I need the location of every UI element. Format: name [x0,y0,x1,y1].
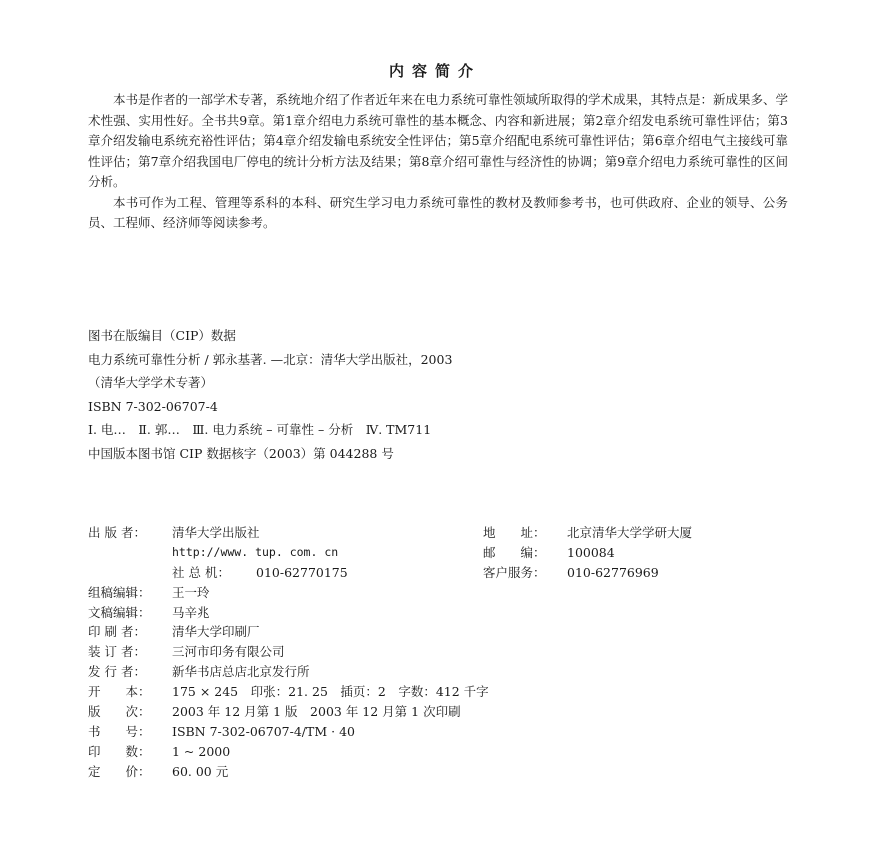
editor-value: 王一玲 [172,584,210,600]
distributor-row [88,662,808,682]
summary-paragraph: 本书可作为工程、管理等系科的本科、研究生学习电力系统可靠性的教材及教师参考书，也可供政府、企业的领导、公务员、工程师、经济师等阅读参考。 [88,194,788,230]
field-label: 开 本： [88,684,151,700]
cip-isbn: ISBN 7-302-06707-4 [88,398,218,414]
address-value: 北京清华大学学研大厦 [567,525,693,540]
field-label: 印 数： [88,743,151,759]
format-value: 175 × 245 印张：21. 25 插页：2 字数：412 千字 [172,684,489,700]
book-number-row [88,722,808,742]
edition-value: 2003 年 12 月第 1 版 2003 年 12 月第 1 次印刷 [172,704,461,720]
switchboard-value: 010-62770175 [256,564,348,580]
service-value: 010-62776969 [567,564,659,580]
printer-row [88,622,808,642]
field-label: 邮 编： [483,544,546,560]
field-label: 装 订 者： [88,644,146,660]
field-label: 印 刷 者： [88,624,146,640]
postcode-value: 100084 [567,544,615,560]
cip-section [88,324,788,465]
summary-section [88,90,788,234]
book-number-value: ISBN 7-302-06707-4/TM · 40 [172,723,355,739]
publisher-value: 清华大学出版社 [172,525,260,540]
website-row [88,543,808,563]
binder-value: 三河市印务有限公司 [172,644,285,660]
format-row [88,682,808,702]
field-label: 组稿编辑： [88,584,151,600]
price-row [88,762,808,782]
page-title: 内容简介 [388,62,481,80]
distributor-value: 新华书店总店北京发行所 [172,664,310,680]
field-label: 社 总 机： [172,564,230,580]
field-label: 客户服务： [483,564,546,580]
cip-line: （清华大学学术专著） [88,375,214,390]
field-label: 文稿编辑： [88,604,151,620]
editor-row [88,583,808,603]
publisher-info [88,523,808,782]
website-value: http://www. tup. com. cn [172,544,339,559]
edition-row [88,702,808,722]
print-run-value: 1 ~ 2000 [172,743,231,759]
cip-heading: 图书在版编目（CIP）数据 [88,328,236,343]
price-value: 60. 00 元 [172,763,229,779]
field-label: 出 版 者： [88,525,146,540]
field-label: 书 号： [88,723,151,739]
text-editor-value: 马辛兆 [172,604,210,620]
cip-classification: Ⅰ. 电… Ⅱ. 郭… Ⅲ. 电力系统 – 可靠性 – 分析 Ⅳ. TM711 [88,422,432,437]
printer-value: 清华大学印刷厂 [172,624,260,640]
cip-record: 中国版本图书馆 CIP 数据核字（2003）第 044288 号 [88,445,394,461]
text-editor-row [88,603,808,623]
field-label: 发 行 者： [88,664,146,680]
field-label: 版 次： [88,704,151,720]
field-label: 定 价： [88,763,151,779]
field-label: 地 址： [483,525,546,540]
cip-line: 电力系统可靠性分析 / 郭永基著. —北京：清华大学出版社，2003 [88,351,453,367]
summary-paragraph: 本书是作者的一部学术专著，系统地介绍了作者近年来在电力系统可靠性领域所取得的学术成果，其特点是：新成果多、学术性强、实用性好。全书共9章。第1章介绍电力系统可靠性的基本概念、内容和新进展；第2章介绍发电系统可靠性评估；第3章介绍发输电系统充裕性评估；第4章介绍发输电系统安全性评估；第5章介绍配电系统可靠性评估；第6章介绍电气主接线可靠性评估；第7章介绍我国电厂停电的统计分析方法及结果；第8章介绍可靠性与经济性的协调；第9章介绍电力系统可靠性的区间分析。 [88,92,789,189]
publisher-row [88,523,808,543]
binder-row [88,642,808,662]
switchboard-row [88,563,808,583]
print-run-row [88,742,808,762]
